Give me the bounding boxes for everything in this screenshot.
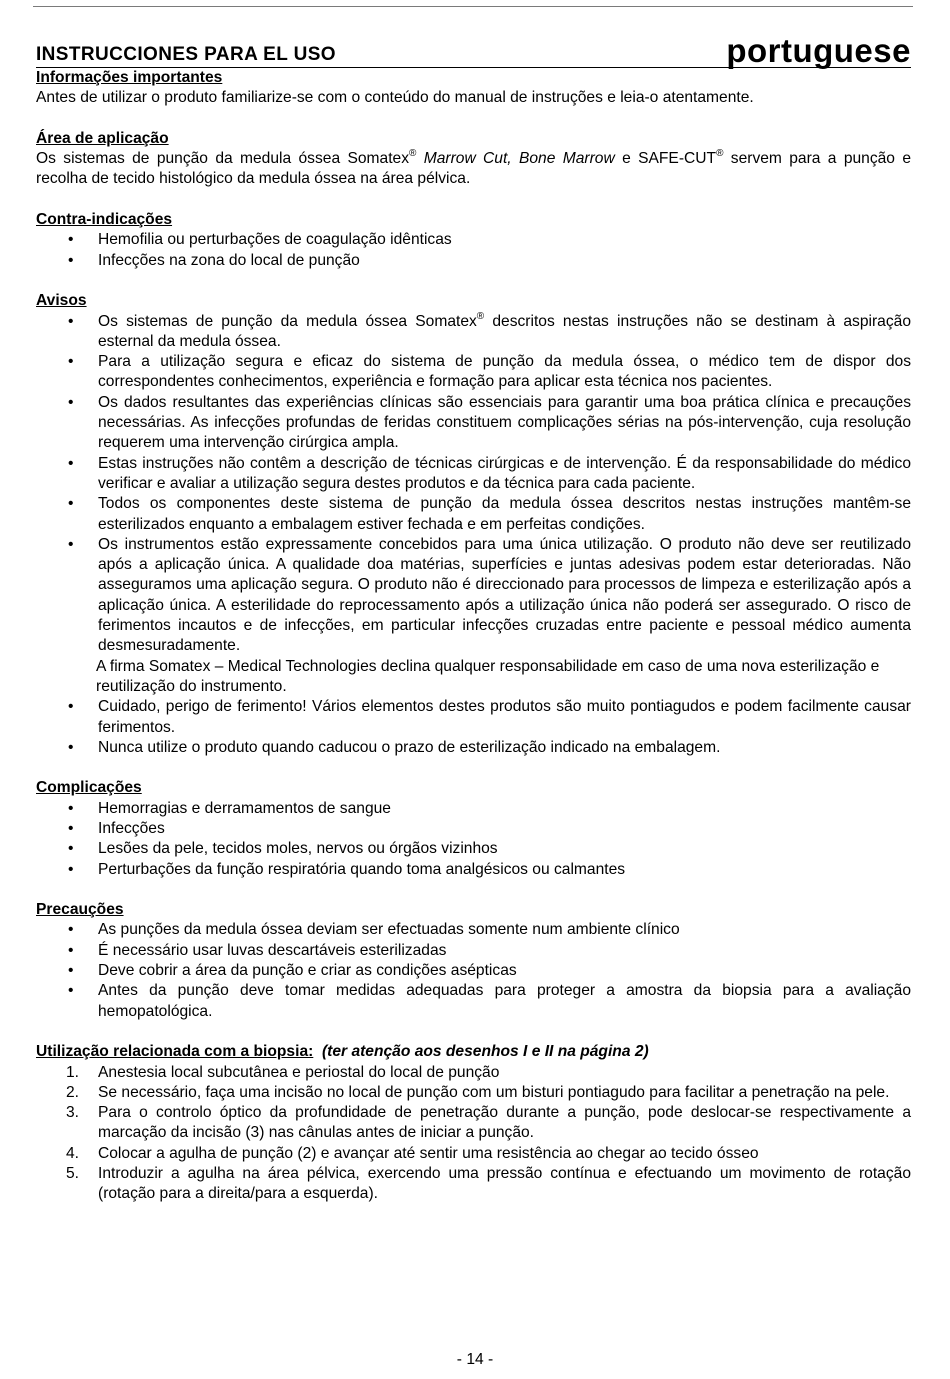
- header-title: INSTRUCCIONES PARA EL USO: [36, 44, 336, 65]
- document-header: [36, 32, 911, 68]
- application-text: Os sistemas de punção da medula óssea Somatex® Marrow Cut, Bone Marrow e SAFE-CUT® servem para a punção e recolha de tecido histológico da medula óssea na área pélvica.: [36, 148, 911, 188]
- list-item: • Hemofilia ou perturbações de coagulação idênticas: [68, 231, 452, 249]
- page: [36, 32, 911, 1205]
- document-body: [36, 68, 911, 1205]
- list-item: • É necessário usar luvas descartáveis esterilizadas: [68, 941, 447, 959]
- important-text: Antes de utilizar o produto familiarize-se com o conteúdo do manual de instruções e leia-o atentamente.: [36, 89, 754, 107]
- list-item: • Cuidado, perigo de ferimento! Vários elementos destes produtos são muito pontiagudos e podem facilmente causar ferimentos.: [68, 698, 911, 736]
- list-item: • Infecções: [68, 819, 165, 837]
- list-item: 5. Introduzir a agulha na área pélvica, exercendo uma pressão contínua e efectuando um movimento de rotação (rotação para a direita/para a esquerda).: [66, 1165, 911, 1203]
- list-item: • Os dados resultantes das experiências clínicas são essenciais para garantir uma boa prática clínica e precauções necessárias. As infecções profundas de feridas constituem complicações sérias na pós-intervenção, cuja resolução requerem uma intervenção cirúrgica ampla.: [68, 393, 911, 452]
- complications-list: [36, 799, 911, 880]
- header-language: portuguese: [726, 32, 911, 69]
- precautions-list: [36, 920, 911, 1021]
- page-number: - 14 -: [456, 1351, 494, 1368]
- contra-list: [36, 230, 911, 271]
- warnings-note: A firma Somatex – Medical Technologies declina qualquer responsabilidade em caso de uma nova esterilização e reutilização do instrumento.: [96, 657, 880, 695]
- heading-contra: Contra-indicações: [36, 211, 173, 229]
- list-item: • Nunca utilize o produto quando caducou o prazo de esterilização indicado na embalagem.: [68, 738, 721, 756]
- list-item: • As punções da medula óssea deviam ser efectuadas somente num ambiente clínico: [68, 921, 680, 939]
- warnings-list: [36, 312, 911, 657]
- heading-warnings: Avisos: [36, 292, 87, 310]
- list-item: • Os sistemas de punção da medula óssea Somatex® descritos nestas instruções não se destinam à aspiração esternal da medula óssea.: [68, 310, 911, 350]
- list-item: • Para a utilização segura e eficaz do sistema de punção da medula óssea, o médico tem de dispor dos correspondentes conhecimentos, experiência e formação para aplicar esta técnica nos pacientes.: [68, 353, 911, 391]
- list-item: • Deve cobrir a área da punção e criar as condições asépticas: [68, 962, 517, 980]
- list-item: • Perturbações da função respiratória quando toma analgésicos ou calmantes: [68, 860, 626, 878]
- list-item: • Infecções na zona do local de punção: [68, 251, 360, 269]
- list-item: 3. Para o controlo óptico da profundidade de penetração durante a punção, pode deslocar-se respectivamente a marcação da incisão (3) nas cânulas antes de iniciar a punção.: [66, 1104, 911, 1142]
- heading-biopsy: Utilização relacionada com a biopsia: (ter atenção aos desenhos I e II na página 2): [36, 1043, 649, 1061]
- list-item: • Estas instruções não contêm a descrição de técnicas cirúrgicas e de intervenção. É da responsabilidade do médico verificar e avaliar a utilização segura destes produtos e da técnica para cada paciente.: [68, 454, 911, 492]
- list-item: • Antes da punção deve tomar medidas adequadas para proteger a amostra da biopsia para a avaliação hemopatológica.: [68, 982, 911, 1020]
- heading-precautions: Precauções: [36, 901, 124, 919]
- list-item: 2. Se necessário, faça uma incisão no local de punção com um bisturi pontiagudo para facilitar a penetração na pele.: [66, 1083, 890, 1101]
- top-rule: [33, 6, 913, 7]
- list-item: 4. Colocar a agulha de punção (2) e avançar até sentir uma resistência ao chegar ao tecido ósseo: [66, 1144, 759, 1162]
- warnings-list-continued: [36, 697, 911, 758]
- heading-complications: Complicações: [36, 779, 142, 797]
- list-item: • Lesões da pele, tecidos moles, nervos ou órgãos vizinhos: [68, 840, 498, 858]
- heading-important: Informações importantes: [36, 69, 223, 86]
- list-item: • Todos os componentes deste sistema de punção da medula óssea descritos nestas instruções mantêm-se esterilizados enquanto a embalagem estiver fechada e em perfeitas condições.: [68, 495, 911, 533]
- heading-application: Área de aplicação: [36, 129, 169, 147]
- list-item: • Os instrumentos estão expressamente concebidos para uma única utilização. O produto não deve ser reutilizado após a aplicação única. A qualidade doa matérias, superfícies e juntas adesivas podem estar deterioradas. Não asseguramos uma aplicação segura. O produto não é direccionado para processos de limpeza e esterilização após a aplicação única. A esterilidade do reprocessamento após a utilização única não poderá ser assegurado. O risco de ferimentos incautos e de infecções, em particular infecções cruzadas entre paciente e pessoal médico aumenta desmesuradamente.: [68, 535, 911, 655]
- list-item: • Hemorragias e derramamentos de sangue: [68, 799, 391, 817]
- list-item: 1. Anestesia local subcutânea e periostal do local de punção: [66, 1063, 500, 1081]
- biopsy-steps: [36, 1063, 911, 1205]
